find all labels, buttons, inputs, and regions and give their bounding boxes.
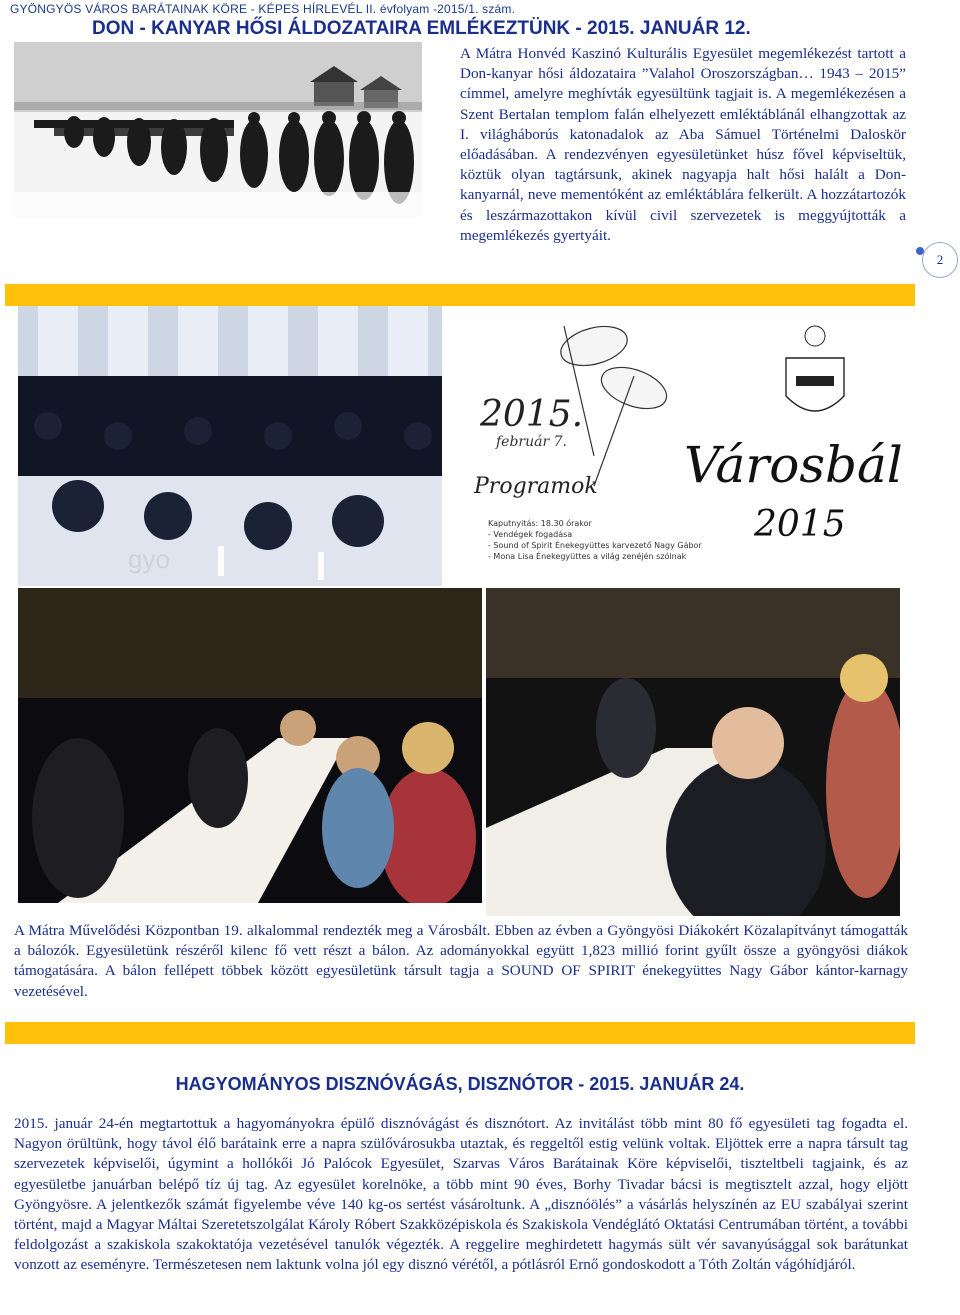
poster-event-title: Városbál: [684, 436, 903, 494]
ball-table-right-illustration: [486, 588, 900, 916]
coat-of-arms-icon: [786, 326, 844, 411]
poster-event-year: 2015: [754, 504, 846, 545]
ball-hall-illustration: [18, 306, 442, 586]
article-title-don-kanyar: DON - KANYAR HŐSI ÁLDOZATAIRA EMLÉKEZTÜNK - 2015. JANUÁR 12.: [92, 18, 751, 39]
photo-ball-hall: [18, 306, 442, 586]
don-kanyar-paragraph-part: [460, 44, 906, 246]
don-kanyar-paragraph: A Mátra Honvéd Kaszinó Kulturális Egyesület megemlékezést tartott a Don-kanyar hősi áldozataira ”Valahol Oroszországban… 1943 – 2015” címmel, amelyre meghívták egyesültünk tagjait is. A megemlékezésen a Szent Bertalan templom falán elhelyezett emléktáblánál elhangzottak az I. világháborús katonadalok az Aba Sámuel Történelmi Daloskör előadásában. A rendezvényen egyesületünket húsz fővel képviseltük, köztük olyan tagtársunk, akinek nagyapja halt hősi halált a Don-kanyarnál, neve mementóként az emléktáblára felkerült. A hozzátartozók és leszármazottakon kívül civil szervezetek is meggyújtották a megemlékezés gyertyáit.: [460, 45, 906, 244]
photo-watermark: gyo: [128, 544, 170, 574]
ball-table-left-illustration: [18, 588, 482, 903]
section-divider-bar: [5, 284, 915, 306]
poster-program-line: Kaputnyitás: 18.30 órakor: [488, 519, 592, 528]
poster-programs-title: Programok: [474, 474, 598, 499]
poster-program-line: - Vendégek fogadása: [488, 530, 573, 539]
section-divider-bar: [5, 1022, 915, 1044]
poster-date: február 7.: [496, 434, 567, 450]
poster-year: 2015.: [480, 394, 584, 435]
running-head: GYÖNGYÖS VÁROS BARÁTAINAK KÖRE - KÉPES HÍRLEVÉL II. évfolyam -2015/1. szám.: [10, 2, 516, 16]
poster-program-line: - Mona Lisa Énekegyüttes a világ zenéjén szólnak: [488, 552, 687, 561]
disznovagas-paragraph: 2015. január 24-én megtartottuk a hagyományokra épülő disznóvágást és disznótort. Az invitálást több mint 80 fő egyesületi tag fogadta el. Nagyon örültünk, hogy távol élő barátaink erre a napra szülővárosukba utaztak, és reggeltől estig velünk voltak. Eljöttek erre a napra társult tag szervezetek képviselői, úgymint a hollókői Jó Palócok Egyesület, Szarvas Város Barátainak Köre képviselői, tiszteltbeli tagjaink, és az egyesületbe januárban belépő tíz új tag. Az egyesület korelnöke, a több mint 90 éves, Borhy Tivadar bácsi is megtisztelt azzal, hogy eljött Gyöngyösre. A jelentkezők számát figyelembe véve 140 kg-os sertést vásároltunk. A „disznóölés” a vásárlás helyszínén az EU szabályai szerint történt, majd a Magyar Máltai Szeretetszolgálat Károly Róbert Szakközépiskola és Szakiskola Vendéglátó Oktatási Centrumában történt, a további feldolgozást a szakiskola szakoktatója vezetésével tanulók végezték. A reggelire meghirdetett hagymás sült vér savanyúsággal sok barátunkat vonzott az eseményre. Természetesen nem laktunk volna jól egy disznó vérétől, a pótlásról Ernő gondoskodott a Tóth Zoltán vágóhídjáról.: [14, 1115, 908, 1274]
poster-program-line: - Sound of Spirit Énekegyüttes karvezető Nagy Gábor: [488, 541, 702, 550]
photo-ball-table-right: [486, 588, 900, 916]
ball-poster: [444, 306, 906, 586]
page-number: 2: [922, 242, 958, 278]
article-title-disznovagas: HAGYOMÁNYOS DISZNÓVÁGÁS, DISZNÓTOR - 2015. JANUÁR 24.: [175, 1074, 745, 1094]
poster-program-list: [488, 518, 702, 562]
ball-caption: A Mátra Művelődési Központban 19. alkalommal rendezték meg a Városbált. Ebben az évben a Gyöngyösi Diákokért Közalapítványt támogatták a bálozók. Egyesületünk részéről kilenc fő vett részt a bálon. Az adományokkal együtt 1,823 millió forint gyűlt össze a gyöngyösi diákok támogatására. A bálon fellépett többek között egyesületünk társult tagja a SOUND OF SPIRIT énekegyüttes Nagy Gábor kántor-karnagy vezetésével.: [14, 922, 908, 1000]
photo-soldiers-marching: [14, 42, 422, 218]
photo-ball-table-left: [18, 588, 482, 903]
soldiers-illustration: [14, 42, 422, 218]
